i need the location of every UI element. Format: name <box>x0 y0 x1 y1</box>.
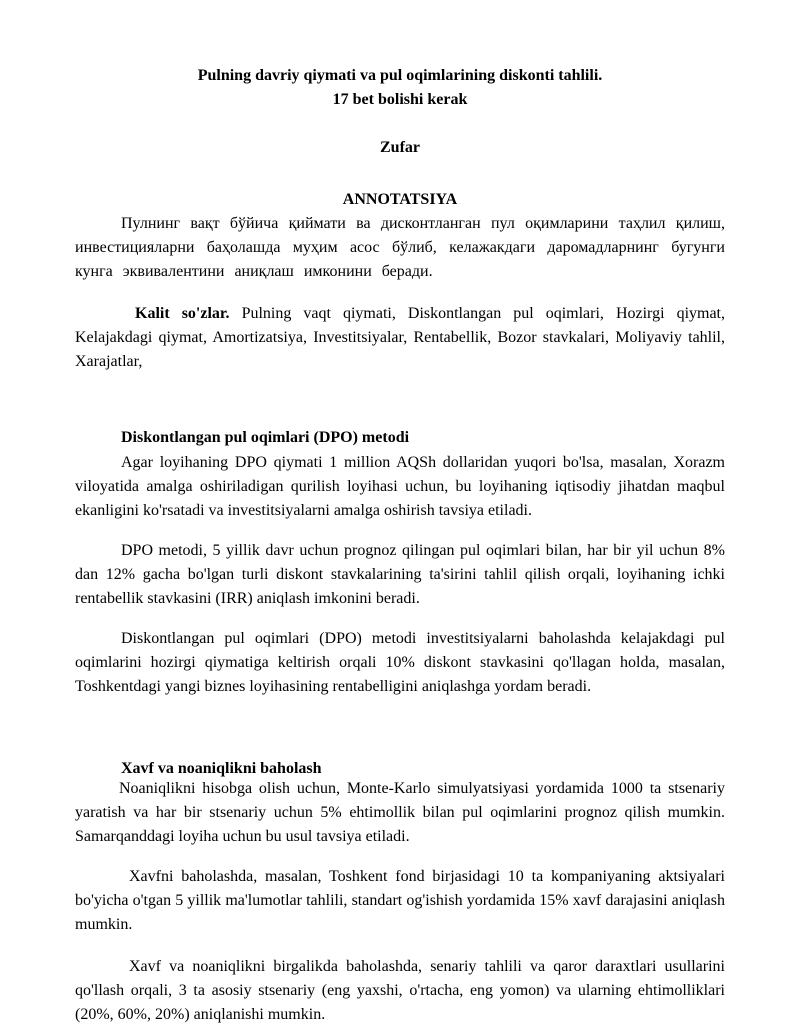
keywords-label: Kalit so'zlar. <box>135 305 230 322</box>
risk-paragraph-3: Xavf va noaniqlikni birgalikda baholashda, senariy tahlili va qaror daraxtlari usullarini qo'llash orqali, 3 ta asosiy stsenariy (eng yaxshi, o'rtacha, eng yomon) va ularning ehtimolliklari (20%, 60%, 20%) aniqlanishi mumkin. <box>75 958 725 1023</box>
dpo-paragraph-1: Agar loyihaning DPO qiymati 1 million AQSh dollaridan yuqori bo'lsa, masalan, Xorazm viloyatida amalga oshiriladigan qurilish loyihasi uchun, bu loyihaning iqtisodiy jihatdan maqbul ekanligini ko'rsatadi va investitsiyalarni amalga oshirish tavsiya etiladi. <box>75 454 725 519</box>
section-heading-risk: Xavf va noaniqlikni baholash <box>121 760 322 777</box>
annotation-heading: ANNOTATSIYA <box>342 191 458 208</box>
risk-paragraph-1: Noaniqlikni hisobga olish uchun, Monte-Karlo simulyatsiyasi yordamida 1000 ta stsenariy yaratish va har bir stsenariy uchun 5% ehtimollik bilan pul oqimlarini prognoz qilish mumkin. Samarqanddagi loyiha uchun bu usul tavsiya etiladi. <box>75 780 725 845</box>
annotation-text: Пулнинг вақт бўйича қиймати ва дисконтланган пул оқимларини таҳлил қилиш, инвестицияларни баҳолашда муҳим асос бўлиб, келажакдаги даромадларнинг бугунги кунга эквивалентини аниқлаш имконини беради. <box>75 215 725 280</box>
title-line-2: 17 bet bolishi kerak <box>332 91 468 108</box>
keywords-paragraph <box>75 302 725 374</box>
title-line-1: Pulning davriy qiymati va pul oqimlarining diskonti tahlili. <box>197 67 603 84</box>
dpo-paragraph-2: DPO metodi, 5 yillik davr uchun prognoz qilingan pul oqimlari bilan, har bir yil uchun 8% dan 12% gacha bo'lgan turli diskont stavkalarining ta'sirini tahlil qilish orqali, loyihaning ichki rentabellik stavkasini (IRR) aniqlash imkonini beradi. <box>75 542 725 607</box>
section-heading-dpo: Diskontlangan pul oqimlari (DPO) metodi <box>121 429 410 446</box>
risk-paragraph-2: Xavfni baholashda, masalan, Toshkent fond birjasidagi 10 ta kompaniyaning aktsiyalari bo'yicha o'tgan 5 yillik ma'lumotlar tahlili, standart og'ishish yordamida 15% xavf darajasini aniqlash mumkin. <box>75 868 725 933</box>
keywords-list: Pulning vaqt qiymati, Diskontlangan pul oqimlari, Hozirgi qiymat, Kelajakdagi qiymat, Amortizatsiya, Investitsiyalar, Rentabellik, Bozor stavkalari, Moliyaviy tahlil, Xarajatlar, <box>75 305 726 370</box>
document-title <box>75 64 725 112</box>
dpo-paragraph-3: Diskontlangan pul oqimlari (DPO) metodi investitsiyalarni baholashda kelajakdagi pul oqimlarini hozirgi qiymatiga keltirish orqali 10% diskont stavkasini qo'llagan holda, masalan, Toshkentdagi yangi biznes loyihasining rentabelligini aniqlashga yordam beradi. <box>75 630 725 695</box>
author-name: Zufar <box>380 139 420 156</box>
